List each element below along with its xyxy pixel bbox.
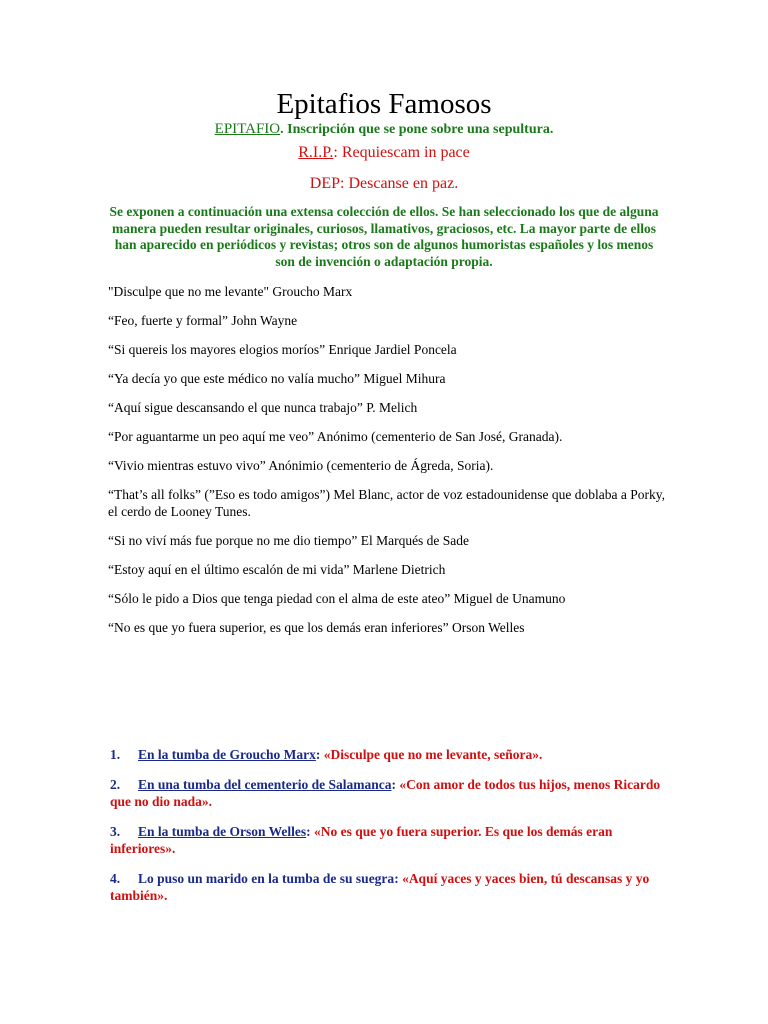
list-item: “Sólo le pido a Dios que tenga piedad con el alma de este ateo” Miguel de Unamuno xyxy=(108,590,566,606)
numbered-item xyxy=(110,746,670,763)
epitafio-term: EPITAFIO xyxy=(214,121,281,137)
epitaph-list xyxy=(108,284,668,649)
list-item: “Estoy aquí en el último escalón de mi vida” Marlene Dietrich xyxy=(108,561,446,577)
item-quote: «Aquí yaces y yaces bien, tú descansas y yo también». xyxy=(110,871,650,903)
definition-epitafio xyxy=(0,120,768,139)
item-lead: En la tumba de Groucho Marx xyxy=(138,747,316,762)
definition-dep: DEP: Descanse en paz. xyxy=(309,175,459,192)
epitafio-separator: . xyxy=(280,122,284,137)
list-item: “Feo, fuerte y formal” John Wayne xyxy=(108,313,298,328)
list-item: “Vivio mientras estuvo vivo” Anónimio (cementerio de Ágreda, Soria). xyxy=(108,458,494,473)
item-lead: En una tumba del cementerio de Salamanca xyxy=(138,777,392,792)
rip-text: Requiescam in pace xyxy=(341,144,470,161)
list-item: “Si no viví más fue porque no me dio tiempo” El Marqués de Sade xyxy=(108,532,470,548)
item-quote: «No es que yo fuera superior. Es que los demás eran inferiores». xyxy=(110,824,613,856)
list-item: “No es que yo fuera superior, es que los demás eran inferiores” Orson Welles xyxy=(108,619,525,635)
numbered-epitaph-list xyxy=(110,746,670,917)
item-separator: : xyxy=(306,824,311,839)
epitafio-text: Inscripción que se pone sobre una sepultura. xyxy=(287,122,554,137)
item-separator: : xyxy=(391,777,397,792)
list-item: “Si quereis los mayores elogios moríos” Enrique Jardiel Poncela xyxy=(108,342,457,357)
rip-term: R.I.P. xyxy=(298,144,334,161)
item-number: 4. xyxy=(110,871,121,886)
list-item: “Aquí sigue descansando el que nunca trabajo” P. Melich xyxy=(108,400,418,415)
rip-separator: : xyxy=(333,144,338,161)
numbered-item xyxy=(110,776,670,810)
item-lead: Lo puso un marido en la tumba de su suegra xyxy=(138,871,395,886)
page-title: Epitafios Famosos xyxy=(276,88,492,120)
list-item: "Disculpe que no me levante" Groucho Marx xyxy=(108,284,353,299)
intro-paragraph: Se exponen a continuación una extensa colección de ellos. Se han seleccionado los que de alguna manera pueden resultar originales, curiosos, llamativos, graciosos, etc. La mayor parte de ellos han aparecido en periódicos y revistas; otros son de algunos humoristas españoles y los menos son de invención o adaptación propia. xyxy=(109,204,659,269)
item-separator: : xyxy=(394,871,399,886)
numbered-item xyxy=(110,823,670,857)
item-quote: «Disculpe que no me levante, señora». xyxy=(323,747,543,762)
item-separator: : xyxy=(315,747,321,762)
definition-rip xyxy=(0,143,768,163)
item-lead: En la tumba de Orson Welles xyxy=(138,824,307,839)
item-quote: «Con amor de todos tus hijos, menos Ricardo que no dio nada». xyxy=(110,777,661,809)
item-number: 1. xyxy=(110,747,121,762)
numbered-item xyxy=(110,870,670,904)
item-number: 2. xyxy=(110,777,121,792)
item-number: 3. xyxy=(110,824,121,839)
list-item: “That’s all folks” (”Eso es todo amigos”) Mel Blanc, actor de voz estadounidense que doblaba a Porky, el cerdo de Looney Tunes. xyxy=(108,487,665,519)
list-item: “Ya decía yo que este médico no valía mucho” Miguel Mihura xyxy=(108,371,446,386)
list-item: “Por aguantarme un peo aquí me veo” Anónimo (cementerio de San José, Granada). xyxy=(108,429,563,444)
